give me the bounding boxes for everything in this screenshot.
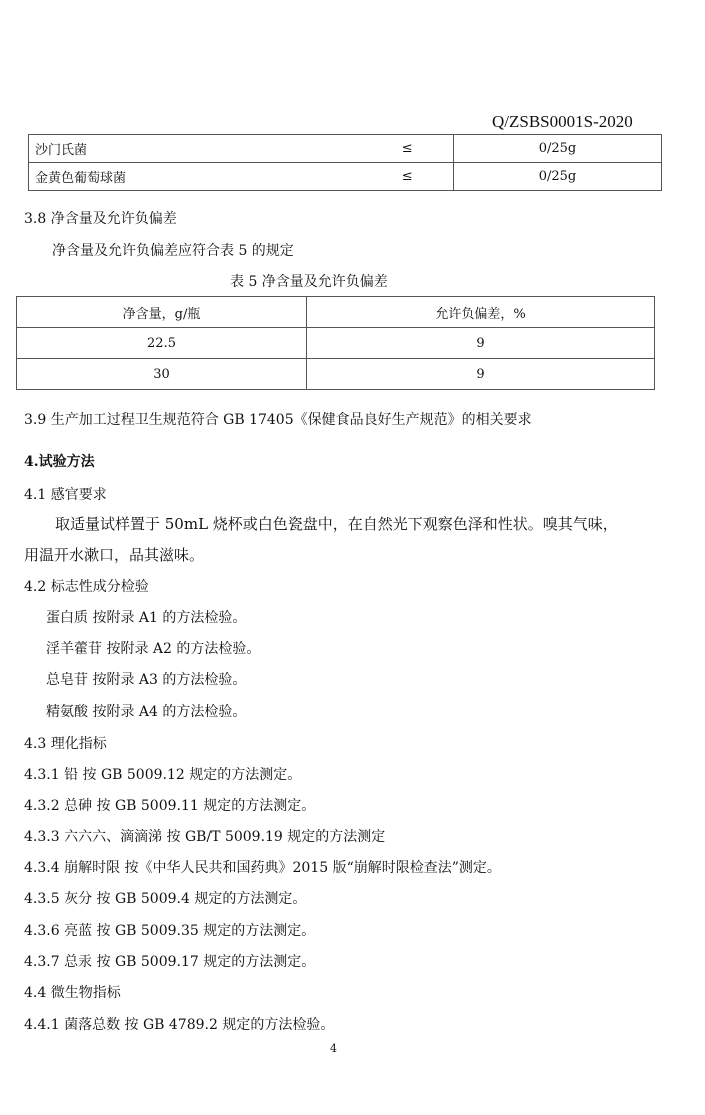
list-item: 4.3.3 六六六、滴滴涕 按 GB/T 5009.19 规定的方法测定 <box>24 829 386 845</box>
list-item: 4.3.1 铅 按 GB 5009.12 规定的方法测定。 <box>24 767 302 783</box>
table-row <box>17 359 655 390</box>
table-caption: 表 5 净含量及允许负偏差 <box>230 274 388 290</box>
table-row <box>29 135 662 163</box>
table-header-cell: 净含量，g/瓶 <box>17 297 307 328</box>
table-cell: 22.5 <box>17 328 307 359</box>
table-row <box>17 328 655 359</box>
document-code: Q/ZSBS0001S-2020 <box>492 112 633 131</box>
net-content-table <box>16 296 655 390</box>
table-header-row <box>17 297 655 328</box>
paragraph: 用温开水漱口，品其滋味。 <box>24 546 205 564</box>
section-heading-4-1: 4.1 感官要求 <box>24 487 107 503</box>
table-cell-value: 0/25g <box>454 163 662 191</box>
list-item: 精氨酸 按附录 A4 的方法检验。 <box>46 704 247 720</box>
table-cell: 9 <box>307 359 655 390</box>
section-heading-3-8: 3.8 净含量及允许负偏差 <box>24 211 177 227</box>
table-cell-name: 沙门氏菌 <box>29 135 362 163</box>
microbial-table <box>28 134 662 191</box>
table-cell: 9 <box>307 328 655 359</box>
list-item: 4.3.6 亮蓝 按 GB 5009.35 规定的方法测定。 <box>24 923 316 939</box>
section-heading-4-4: 4.4 微生物指标 <box>24 985 121 1001</box>
list-item: 4.4.1 菌落总数 按 GB 4789.2 规定的方法检验。 <box>24 1017 335 1033</box>
section-heading-4-2: 4.2 标志性成分检验 <box>24 579 149 595</box>
table-cell: 30 <box>17 359 307 390</box>
list-item: 淫羊藿苷 按附录 A2 的方法检验。 <box>46 641 261 657</box>
table-cell-name: 金黄色葡萄球菌 <box>29 163 362 191</box>
page-number: 4 <box>330 1042 337 1055</box>
section-title-4: 4.试验方法 <box>24 454 95 470</box>
list-item: 蛋白质 按附录 A1 的方法检验。 <box>46 610 247 626</box>
list-item: 4.3.2 总砷 按 GB 5009.11 规定的方法测定。 <box>24 798 316 814</box>
list-item: 4.3.4 崩解时限 按《中华人民共和国药典》2015 版“崩解时限检查法”测定。 <box>24 860 501 876</box>
section-heading-4-3: 4.3 理化指标 <box>24 736 107 752</box>
table-row <box>29 163 662 191</box>
table-header-cell: 允许负偏差，% <box>307 297 655 328</box>
section-heading-3-9: 3.9 生产加工过程卫生规范符合 GB 17405《保健食品良好生产规范》的相关要求 <box>24 412 532 428</box>
list-item: 4.3.5 灰分 按 GB 5009.4 规定的方法测定。 <box>24 891 307 907</box>
table-cell-value: 0/25g <box>454 135 662 163</box>
table-cell-operator: ≤ <box>362 135 454 163</box>
paragraph: 净含量及允许负偏差应符合表 5 的规定 <box>52 243 294 259</box>
list-item: 总皂苷 按附录 A3 的方法检验。 <box>46 672 247 688</box>
list-item: 4.3.7 总汞 按 GB 5009.17 规定的方法测定。 <box>24 954 316 970</box>
table-cell-operator: ≤ <box>362 163 454 191</box>
paragraph: 取适量试样置于 50mL 烧杯或白色瓷盘中，在自然光下观察色泽和性状。嗅其气味， <box>55 515 618 533</box>
